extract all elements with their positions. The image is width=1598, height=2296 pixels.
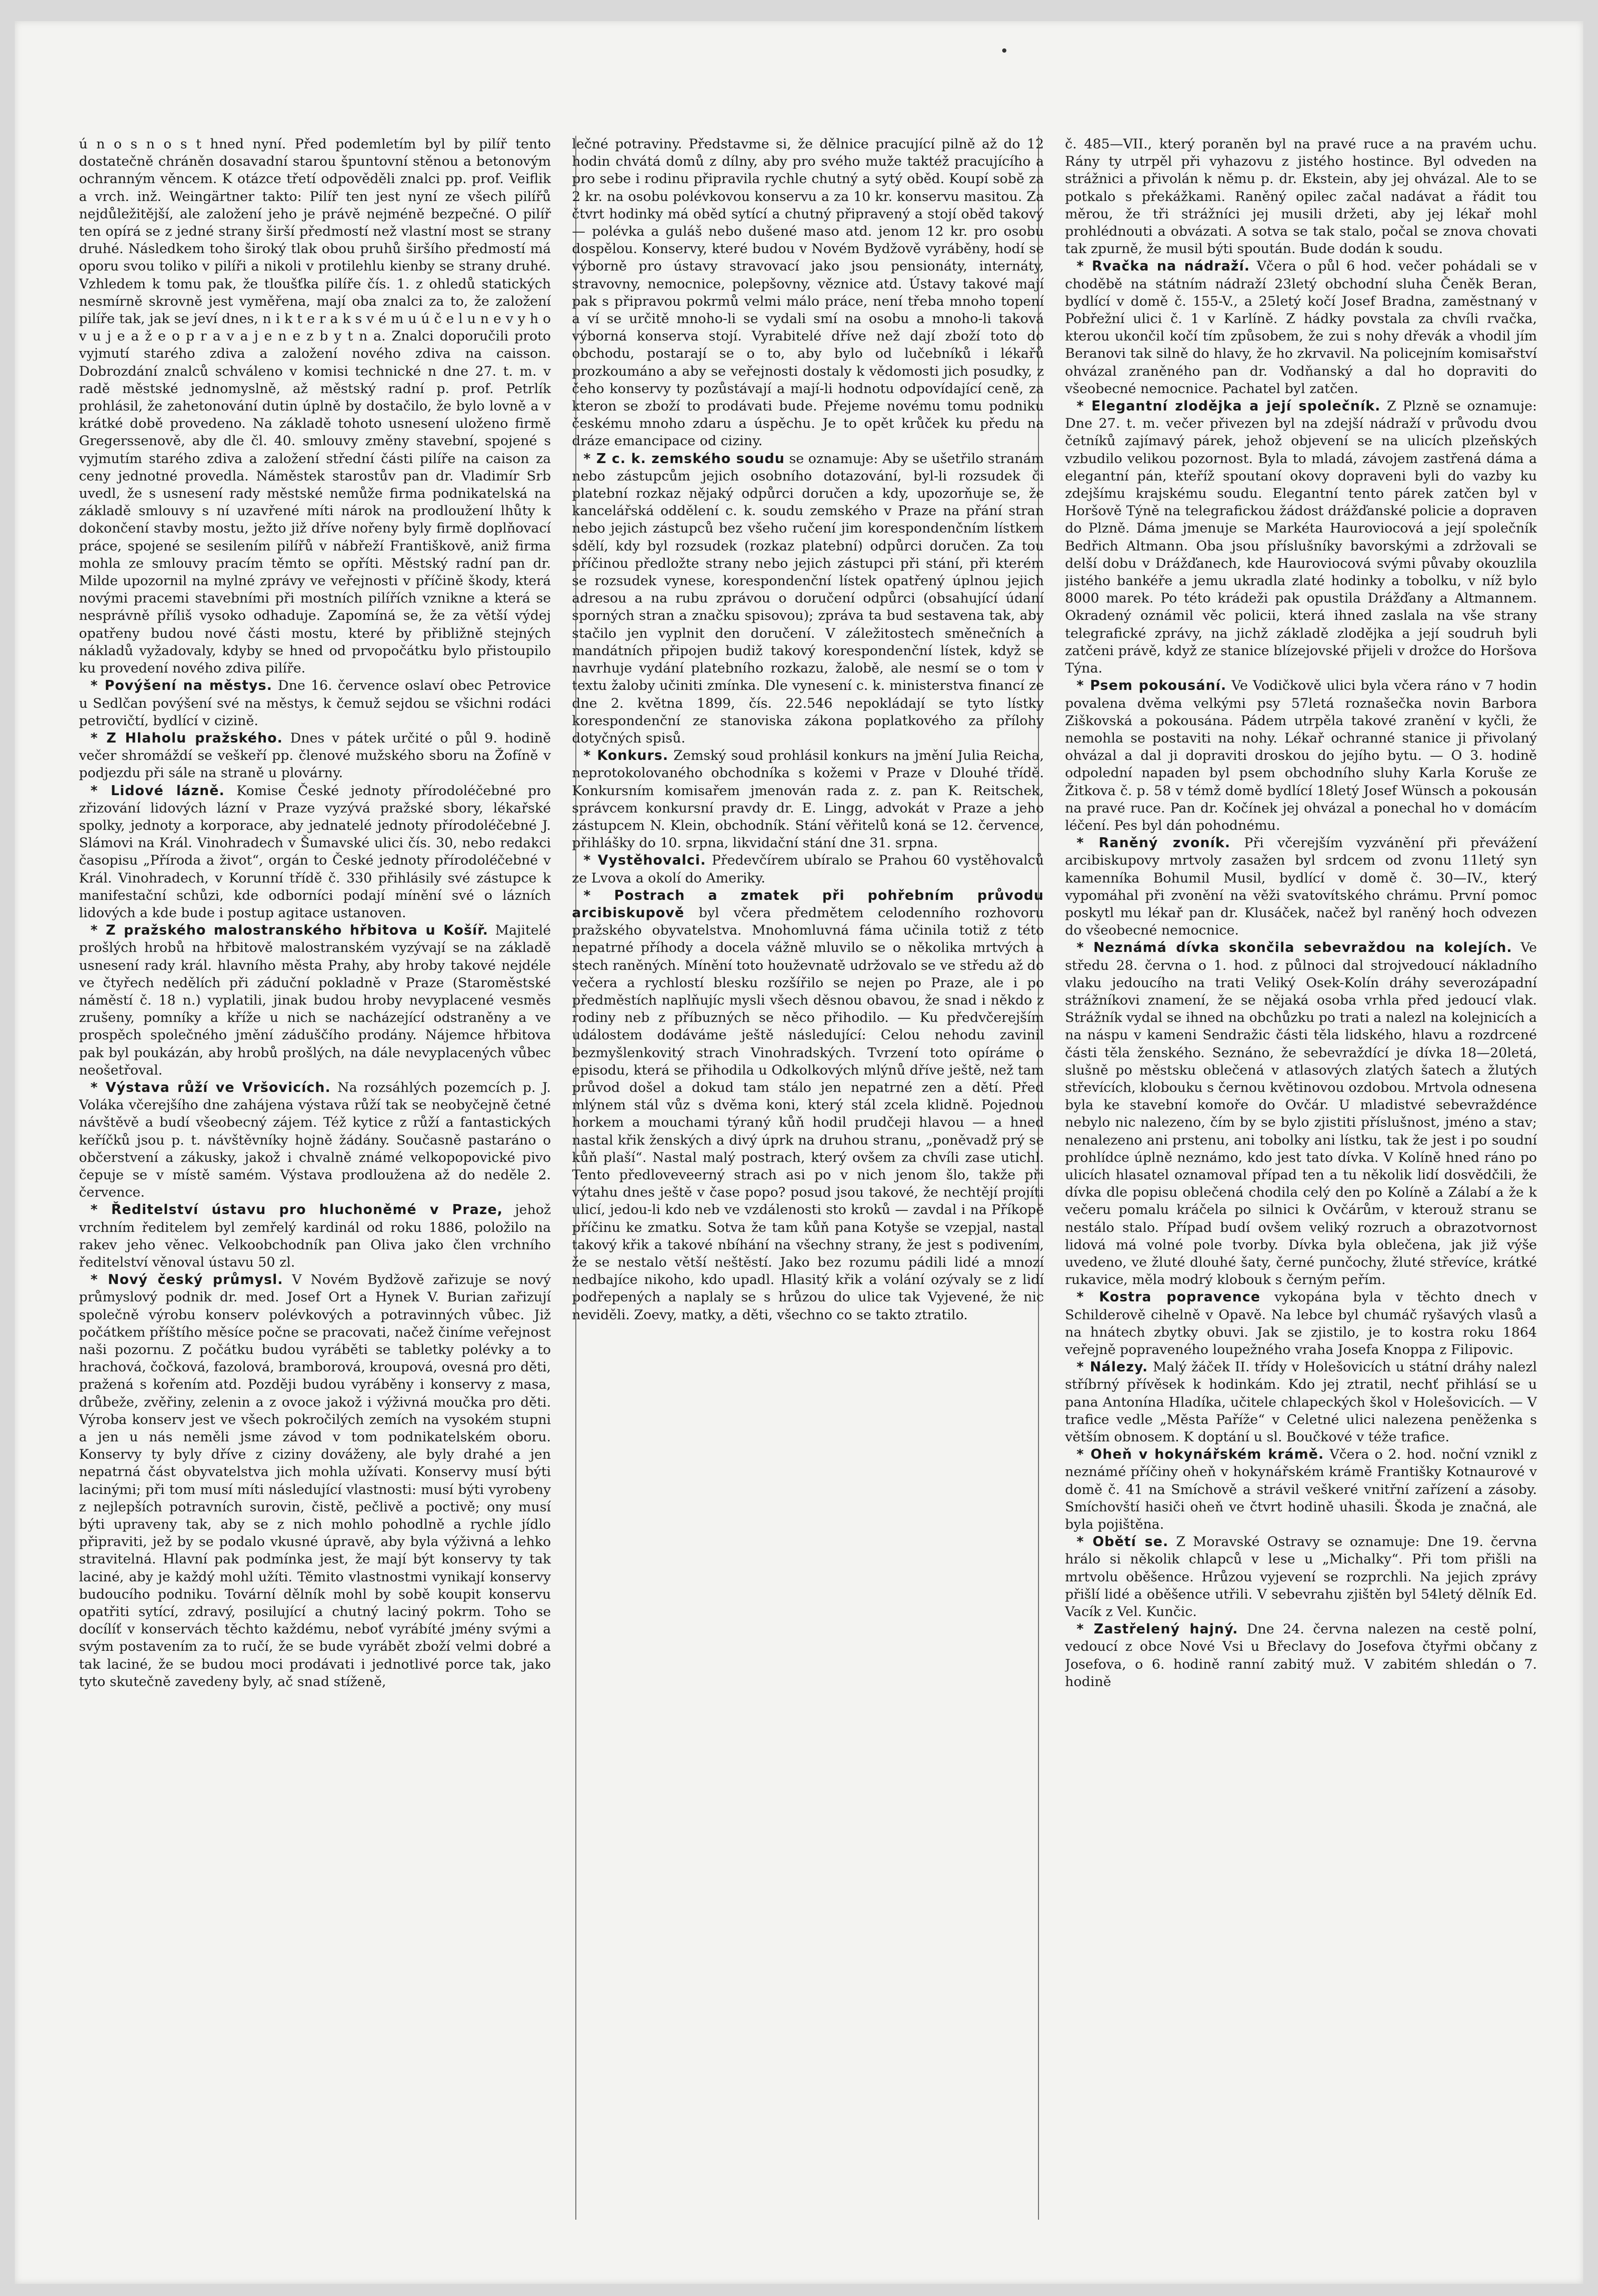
article [79,922,551,1079]
article-text: V Novém Bydžově zařizuje se nový průmyslový podnik dr. med. Josef Ort a Hynek V. Burian zařizují společně výrobu konserv polévkových a potravinných vůbec. Již počátkem příštího měsíce počne se pracovati, načež činíme veřejnost naši pozornu. Z počátku budou vyráběti se tabletky polévky a to hrachová, čočková, fazolová, bramborová, kroupová, ovesná pro děti, pražená s kořením atd. Později budou vyráběny i konservy z masa, drůbeže, zvěřiny, zelenin a z ovoce jakož i výživná moučka pro děti. Výroba konserv jest ve všech pokročilých zemích na vysokém stupni a jen u nás neměli jsme závod v tom podnikatelském oboru. Konservy ty byly dříve z ciziny dováženy, ale byly drahé a jen nepatrná část obyvatelstva jich mohla užívati. Konservy musí býti lacinými; při tom musí míti následující vlastnosti: musí býti vyrobeny z nejlepších potravních surovin, čistě, pečlivě a poctivě; ony musí býti upraveny tak, aby se z nich mohlo pohodlně a rychle jídlo připraviti, jež by se podalo vkusné úpravě, aby byla výživná a lehko stravitelná. Hlavní pak podmínka jest, že mají být konservy ty tak laciné, aby je každý mohl užíti. Těmito vlastnostmi vynikají konservy budoucího podniku. Tovární dělník mohl by sobě koupit konservu opatřiti sytící, zdravý, posilující a chutný laciný pokrm. Toho se docílíť v konservách těchto každému, neboť vyrábíté jmény svými a svým postavením za to ručí, že se bude vyrábět zboží velmi dobré a tak laciné, že se budou moci prodávati i jednotlivé porce tak, jako tyto skutečně zavedeny byly, ač snad stíženě, [79,1272,551,1690]
article-text: Dne 24. června nalezen na cestě polní, vedoucí z obce Nové Vsi u Břeclavy do Josefova čtyřmi občany z Josefova, o 6. hodině ranní zabitý muž. V zabitém shledán o 7. hodině [1065,1621,1537,1690]
article-text: se oznamuje: Aby se ušetřilo stranám nebo zástupcům jejich osobního dotazování, byl-li rozsudek či platební rozkaz nějaký odpůrci doručen a kdy, upozorňuje se, že kancelářská oddělení c. k. soudu zemského v Praze na přání stran nebo jejich zástupců bez všeho ručení jim korespondenčním lístkem sdělí, kdy byl rozsudek (rozkaz platební) odpůrci doručen. Za tou příčinou předložte strany nebo jejich zástupci při stání, při kterém se rozsudek vynese, korespondenční lístek opatřený úplnou jejich adresou a na rubu zprávou o doručení odpůrci (obsahující údaní sporných stran a značku spisovou); zpráva ta bud sestavena tak, aby stačilo jen vyplnit den doručení. V záležitostech směnečních a mandátních připojen budiž takový korespondenční lístek, když se navrhuje vydání platebního rozkazu, žalobě, ale nesmí se o tom v textu žaloby učiniti zmínka. Dle vynesení c. k. ministerstva financí ze dne 2. května 1899, čís. 22.546 nepokládají se tyto lístky korespondenční ze stanoviska zákona poplatkového za přílohy dotyčných spisů. [572,450,1044,746]
article-text: Ve středu 28. června o 1. hod. z půlnoci dal strojvedoucí nákladního vlaku jedoucího na trati Veliký Osek-Kolín dráhy severozápadní strážníkovi znamení, že se nějaká osoba vrhla před jedoucí vlak. Strážník vydal se ihned na obchůzku po trati a nalezl na kolejnicích a na náspu v kameni Sendražic části těla lidského, hlavu a rozdrcené části těla ženského. Seznáno, že sebevraždící je dívka 18—20letá, slušně po městsku oblečená v atlasových zlatých šatech a žlutých střevících, klobouku s černou květinovou ozdobou. Mrtvola odnesena byla ke stavební komoře do Ovčár. U mladistvé sebevraždénce nebylo nic nalezeno, čím by se bylo zjistiti příslušnost, jméno a stav; nenalezeno ani prstenu, ani tobolky ani lístku, tak že jest i po soudní prohlídce úplně neznámo, kdo jest tato dívka. V Kolíně hned ráno po ulicích hlasatel oznamoval případ ten a tu několik lidí dosvědčili, že dívka dle popisu oblečená chodila celý den po Kolíně a Zálabí a že k večeru pomalu kráčela po silnici k Ovčárům, v kterouž stranu se nestálo stalo. Případ budí ovšem veliký rozruch a obrazotvornost lidová má volné pole tvorby. Dívka byla oblečena, jak již výše uvedeno, ve žluté dlouhé šaty, černé punčochy, žluté střevíce, krátké rukavice, měla modrý klobouk s černým peřím. [1065,940,1537,1288]
article [572,136,1044,450]
article-heading: * Lidové lázně. [91,783,225,799]
article-text: Dne 16. července oslaví obec Petrovice u Sedlčan povýšení své na městys, k čemuž sejdou se všichni rodáci petrovičtí, bydlící v cizině. [79,678,551,729]
article-heading: * Obětí se. [1076,1534,1169,1550]
article-heading: * Nálezy. [1076,1359,1148,1376]
column-2 [572,136,1044,2241]
article [1065,835,1537,939]
article-text: Ve Vodičkově ulici byla včera ráno v 7 hodin povalena dvěma velkými psy 57letá roznašečka novin Barbora Ziškovská a pokousána. Pádem utrpěla takové zranění v kyčli, že nemohla se postaviti na nohy. Lékař ochranné stanice ji přivolaný ohvázal a dal ji dopraviti droskou do jejího bytu. — O 3. hodině odpolední napaden byl psem obchodního sluhy Karla Koruše ze Žitkova č. p. 58 v témž domě bydlící 18letý Josef Wünsch a pokousán na pravé ruce. Pan dr. Kočínek jej ohvázal a ponechal ho v domácím léčení. Pes byl dán pohodnému. [1065,678,1537,834]
article-text: lečné potraviny. Představme si, že dělnice pracující pilně až do 12 hodin chvátá domů z dílny, aby pro svého muže taktéž pracujícího a pro sebe i rodinu připravila rychle chutný a sytý oběd. Koupí sobě za 2 kr. na osobu polévkovou konservu a za 10 kr. konservu masitou. Za čtvrt hodinky má oběd sytící a chutný připravený a stojí oběd takový — polévka a guláš nebo dušené maso atd. jenom 12 kr. pro osobu dospělou. Konservy, které budou v Novém Bydžově vyráběny, hodí se výborně pro ústavy stravovací jako jsou pensionáty, internáty, stravovny, nemocnice, polepšovny, věznice atd. Ústavy takové mají pak s připravou pokrmů velmi málo práce, není třeba mnoho topení a ví se určitě mnoho-li se vydali smí na osobu a mnoho-li taková výborná konserva stojí. Vyrabitelé dříve než dají zboží toto do obchodu, postarají se o to, aby bylo od lučebníků i lékařů prozkoumáno a aby se veřejnosti dostaly k vědomosti jich posudky, z čeho konservy ty pozůstávají a mají-li hodnotu odpovídající ceně, za kteron se zboží to prodávati bude. Přejeme novému tomu podniku českému mnoho zdaru a úspěchu. Je to opět krůček ku předu na dráze emancipace od ciziny. [572,136,1044,449]
article [79,1271,551,1691]
article [1065,1533,1537,1621]
article-text: Včera o půl 6 hod. večer pohádali se v choděbě na státním nádraží 23letý obchodní sluha Čeněk Beran, bydlící v domě č. 155-V., a 25letý kočí Josef Bradna, zaměstnaný v Pobřežní ulici č. 1 v Karlíně. Z hádky povstala za chvíli rvačka, kterou ukončil kočí tím způsobem, že zui s nohy dřevák a vhodil jím Beranovi tak silně do hlavy, že ho zkrvavil. Na policejním komisařství ohvázal zraněného pan dr. Vodňanský a dal ho dopraviti do všeobecné nemocnice. Pachatel byl zatčen. [1065,258,1537,397]
article-text: jehož vrchním ředitelem byl zemřelý kardinál od roku 1886, položilo na rakev jeho věnec. Velkoobchodník pan Oliva jako člen vrchního ředitelství věnoval ústavu 50 zl. [79,1202,551,1270]
article-heading: * Konkurs. [583,748,668,764]
article [1065,1359,1537,1446]
article-heading: * Raněný zvoník. [1076,835,1231,851]
article-text: Malý žáček II. třídy v Holešovicích u státní dráhy nalezl stříbrný přívěsek k hodinkám. Kdo jej ztratil, nechť přihlásí se u pana Antonína Hladíka, učitele chlapeckých škol v Holešovicích. — V trafice vedle „Města Paříže“ v Celetné ulici nalezena peněženka s větším obnosem. K doptání u sl. Boučkové v téže trafice. [1065,1359,1537,1446]
article-text: Předevčírem ubíralo se Prahou 60 vystěhovalců ze Lvova a okolí do Ameriky. [572,853,1044,886]
article-text: Z Plzně se oznamuje: Dne 27. t. m. večer přivezen byl na zdejší nádraží v průvodu dvou četníků zajímavý párek, jehož objevení se na ulicích plzeňských vzbudilo velikou pozornost. Byla to mladá, závojem zastřená dáma a elegantní pán, kteříž spoutaní okovy dopraveni byli do vazby ku zdejšímu krajskému soudu. Elegantní tento párek zatčen byl v Horšově Týně na telegrafickou žádost drážďanské policie a dopraven do Plzně. Dáma jmenuje se Markéta Hauroviocová a její společník Bedřich Altmann. Oba jsou příslušníky bavorskými a zdržovali se delší dobu v Drážďanech, kde Hauroviocová svými půvaby okouzlila jistého bankéře a jemu ukradla zlaté hodinky a tobolku, v níž bylo 8000 marek. Po této krádeži pak opustila Drážďany a Altmannem. Okradený oznámil věc policii, která ihned zaslala na vše strany telegrafické zprávy, na jichž základě zlodějka a její soudruh byli zatčeni právě, když ze stanice blízejovské přijeli v drožce do Horšova Týna. [1065,398,1537,677]
article-text: ú n o s n o s t hned nyní. Před podemletím byl by pilíř tento dostatečně chráněn dosavadní starou špuntovní stěnou a betonovým ochranným věncem. K otázce třetí odpověděli znalci pp. prof. Veiflik a vrch. inž. Weingärtner takto: Pilíř ten jest nyní ze všech pilířů nejdůležitější, ale založení jeho je právě nejméně bezpečné. O pilíř ten opírá se z jedné strany širší předmostí než vlastní most se strany druhé. Následkem toho široký tlak obou pruhů širšího předmostí má oporu svou toliko v pilíři a nikoli v protilehlu kienby se strany druhé. Vzhledem k tomu pak, že tloušťka pilíře čís. 1. z ohledů statických nesmírně skrovně jest vyměřena, mají oba znalci za to, že založení pilíře tak, jak se jeví dnes, n i k t e r a k s v é m u ú č e l u n e v y h o v u j e a ž e o p r a v a j e n e z b y t n a. Znalci doporučili proto vyjmutí starého zdiva a založení nového zdiva na caisson. Dobrozdání znalců schváleno v komisi technické n dne 27. t. m. v radě městské jednomyslně, až městský radní p. prof. Petrlík prohlásil, že zahetonování dutin úplně by dostačilo, že bylo lovně a v krátké době provedeno. Na základě tohoto usnesení uloženo firmě Gregerssenově, aby dle čl. 40. smlouvy změny stavební, spojené s vyjmutím starého zdiva a založení střední části pilíře na caison za ceny jednotné provedla. Náměstek starostův pan dr. Vladimír Srb uvedl, že s usnesení rady městské nemůže firma podnikatelská na základě smlouvy s ní uzavřené míti nárok na prodloužení lhůty k dokončení stavby mostu, ježto již dříve nořeny byly firmě doplňovací práce, spojené se sesilením pilířů v nábřeží Františkově, aniž firma mohla ze smlouvy pracím těmto se opříti. Městský radní pan dr. Milde upozornil na mylné zprávy ve veřejnosti v příčině škody, která novými pracemi stavebními při mostních pilířích vznikne a která se nesprávně příliš vysoko odhaduje. Zapomíná se, že za větší výdej opatřeny budou nové části mostu, které by přibližně stejných nákladů vyžadovaly, kdyby se hned od prvopočátku bylo přistoupilo ku provedení nového zdiva pilíře. [79,136,551,677]
article [1065,1289,1537,1359]
column-3 [1065,136,1537,2241]
article [1065,1446,1537,1533]
article-text: Včera o 2. hod. noční vznikl z neznámé příčiny oheň v hokynářském krámě Františky Kotnaurové v domě č. 41 na Smíchově a strávil veškeré vnitřní zařízení a zásoby. Smíchovští hasiči oheň ve čtvrt hodině uhasili. Škoda je značná, ale byla pojištěna. [1065,1447,1537,1533]
article-heading: * Oheň v hokynářském krámě. [1076,1447,1324,1463]
article [79,730,551,783]
article [79,677,551,730]
article [1065,1621,1537,1691]
article-heading: * Z c. k. zemského soudu [583,450,785,467]
article-heading: * Elegantní zlodějka a její společník. [1076,398,1381,415]
article [1065,939,1537,1289]
article-heading: * Neznámá dívka skončila sebevraždou na kolejích. [1076,940,1513,956]
article [572,887,1044,1324]
article-heading: * Povýšení na městys. [91,678,273,694]
article-heading: * Výstava růží ve Vršovicích. [91,1079,331,1096]
article-text: Při včerejším vyzvánění při převážení arcibiskupovy mrtvoly zasažen byl srdcem od zvonu 11letý syn kamenníka Bohumil Musil, bydlící v domě č. 30—IV., který vypomáhal při zvonění na věži svatovítského chrámu. První pomoc poskytl mu lékař pan dr. Klusáček, načež byl raněný hoch odvezen do všeobecné nemocnice. [1065,835,1537,939]
article [572,450,1044,747]
article [79,136,551,677]
article [1065,677,1537,835]
article-heading: * Kostra popravence [1076,1289,1261,1306]
article-text: byl včera předmětem celodenního rozhovoru pražského obyvatelstva. Mnohomluvná fáma učinila totiž z této nepatrné příhody a docela vážně mluvilo se o několika mrtvých a stech raněných. Mínění toto houževnatě udržovalo se ve středu až do večera a rychlostí blesku rozšířilo se nejen po Praze, ale i po předměstích naplňujíc mysli všech děsnou obavou, že snad i někdo z rodiny neb z příbuzných se něco přihodilo. — Ku předvčerejším událostem dodáváme ještě následující: Celou nehodu zavinil bezmyšlenkovitý strach Vinohradských. Tvrzení toto opíráme o episodu, která se přihodila u Odkolkových mlýnů dříve ještě, než tam průvod došel a dokud tam stálo jen nepatrné zen a dětí. Před mlýnem stál vůz s dvěma koni, který stál zcela klidně. Pojednou horkem a mouchami týraný kůň hodil prudčeji hlavou — a hned nastal křik ženských a divý úprk na druhou stranu, „poněvadž prý se kůň plaší“. Nastal malý postrach, který ovšem za chvíli zase utichl. Tento předloveveerný strach asi po v nich jenom šlo, takže při výtahu dnes ještě v čase popo? posud jsou takové, že nechtějí projíti ulicí, jedou-li kdo neb ve vzdálenosti sto kroků — zavdal i na Příkopě příčinu ke zmatku. Sotva že tam kůň pana Kotyše se vzepjal, nastal takový křik a takové nbíhání na všechny strany, že jest s podivením, že se nestalo větší neštěstí. Jako bez rozumu pádili lidé a mnozí nedbajíce nikoho, kdo upadl. Hlasitý křik a volání ozývaly se z lidí podřepených a naplaly se s hrůzou do ulice tak Vyjevené, že nic neviděli. Zoevy, matky, a děti, všechno co se takto ztratilo. [572,905,1044,1323]
article-text: Z Moravské Ostravy se oznamuje: Dne 19. června hrálo si několik chlapců v lese u „Michalky“. Při tom přišli na mrtvolu oběšence. Hrůzou vyjevení se rozprchli. Na jejich zprávy přišlí lidé a oběšence utřili. V sebevrahu zjištěn byl 54letý dělník Ed. Vacík z Vel. Kunčic. [1065,1534,1537,1620]
article-text: č. 485—VII., který poraněn byl na pravé ruce a na pravém uchu. Rány ty utrpěl při vyhazovu z jistého hostince. Byl odveden na strážnici a přivolán k němu p. dr. Ekstein, aby jej ohvázal. Ale to se potkalo s překážkami. Raněný opilec začal nadávat a řádit tou měrou, že tři strážníci jej musili držeti, aby jej lékař mohl prohlédnouti a obvázati. A sotva se tak stalo, počal se znova chovati tak zpurně, že musil býti spoután. Bude dodán k soudu. [1065,136,1537,257]
article-heading: * Nový český průmysl. [91,1272,283,1288]
article [1065,398,1537,677]
article-heading: * Postrach a zmatek při pohřebním průvodu arcibiskupově [572,887,1044,921]
article-text: Dnes v pátek určité o půl 9. hodině večer shromáždí se veškeří pp. členové mužského sboru na Žofíně v podjezdu při sále na straně u plovárny. [79,730,551,781]
article-text: Komise České jednoty přírodoléčebné pro zřizování lidových lázní v Praze vyzývá pražské sbory, lékařské spolky, jednoty a korporace, aby jednatelé jednoty přírodoléčebné J. Slámovi na Král. Vinohradech v Šumavské ulici čís. 30, nebo redakci časopisu „Příroda a život“, orgán to České jednoty přírodoléčebné v Král. Vinohradech, v Korunní třídě č. 330 přihlásily své zástupce k manifestační schůzi, kde odborníci podají mínění své o lázních lidových a kde bude i postup agitace ustanoven. [79,783,551,921]
article-text: Zemský soud prohlásil konkurs na jmění Julia Reicha, neprotokolovaného obchodníka s kožemi v Praze v Dlouhé třídě. Konkursním komisařem jmenován rada z. z. pan K. Reitschek, správcem konkursní pravdy dr. E. Lingg, advokát v Praze a jeho zástupcem N. Klein, obchodník. Stání věřitelů koná se 12. července, přihlášky do 10. srpna, likvidační stání dne 31. srpna. [572,748,1044,851]
article-text: Na rozsáhlých pozemcích p. J. Voláka včerejšího dne zahájena výstava růží tak se neobyčejně četné návštěvě a budí všeobecný zájem. Též kytice z růží a fantastických keříčků jsou p. t. návštěvníky hojně žádány. Současně pastaráno o občerstvení a zákusky, jakož i chvalně známé velkopopovické pivo čepuje se v místě samém. Výstava prodloužena až do neděle 2. července. [79,1079,551,1201]
article-heading: * Vystěhovalci. [583,853,706,869]
article-heading: * Ředitelství ústavu pro hluchoněmé v Praze, [91,1202,503,1218]
article-heading: * Rvačka na nádraží. [1076,258,1250,275]
article [79,1079,551,1201]
article-heading: * Psem pokousání. [1076,678,1227,694]
article-text: Majitelé prošlých hrobů na hřbitově malostranském vyzývají se na základě usnesení rady král. hlavního města Prahy, aby hroby takové nejdéle ve čtyřech nedělích při záduční pokladně v Praze (Staroměstské náměstí č. 18 n.) vyplatili, jinak budou hroby nevyplacené vesměs zrušeny, pomníky a kříže u nich se nacházející odstraněny a ve prospěch společného jmění záduščího prodány. Nájemce hřbitova pak byl poukázán, aby hrobů prošlých, na dále nevyplacených vůbec neošetřoval. [79,923,551,1078]
article-text: vykopána byla v těchto dnech v Schilderově cihelně v Opavě. Na lebce byl chumáč ryšavých vlasů a na hnátech zbytky obuvi. Jak se zjistilo, je to kostra roku 1864 veřejně popraveného loupežného vraha Josefa Knoppa z Filipovic. [1065,1289,1537,1358]
article [572,852,1044,887]
article-columns [79,136,1537,2241]
article-heading: * Z pražského malostranského hřbitova u Košíř. [91,923,488,939]
column-1 [79,136,551,2241]
article [1065,258,1537,398]
article [79,783,551,923]
article [1065,136,1537,258]
article [572,747,1044,852]
ink-dot [1002,48,1006,53]
article-heading: * Z Hlaholu pražského. [91,730,283,746]
article [79,1201,551,1271]
article-heading: * Zastřelený hajný. [1076,1621,1239,1638]
